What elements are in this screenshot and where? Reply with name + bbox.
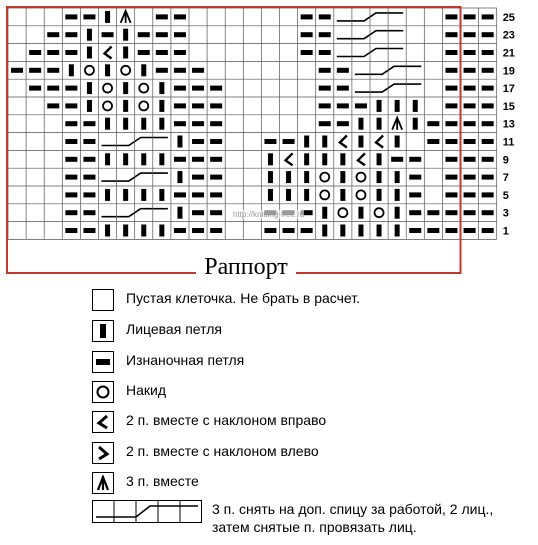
knit-stitch-mark [377,225,382,237]
knit-stitch-mark [395,207,400,219]
purl-stitch-mark [47,103,59,108]
purl-stitch-mark [482,210,494,215]
empty-cell-icon [92,289,114,311]
knit-stitch-mark [322,153,327,165]
legend-text-yarn-over: Накид [126,382,167,398]
knit-stitch-mark [159,100,164,112]
knit-stitch-mark [123,225,128,237]
purl-stitch-mark [83,210,95,215]
purl-stitch-mark [210,228,222,233]
knit-stitch-mark [159,189,164,201]
knit-stitch-mark [123,118,128,130]
knit-stitch-mark [177,171,182,183]
purl-stitch-mark [464,32,476,37]
knit-stitch-mark [105,11,110,23]
legend-text-cable: 3 п. снять на доп. спицу за работой, 2 лиц., затем снятые п. провязать лиц. [212,501,494,535]
knit-stitch-mark [141,64,146,76]
purl-stitch-mark [427,121,439,126]
purl-stitch-mark [337,103,349,108]
k2tog-left-icon [92,442,114,464]
knit-stitch-mark [123,153,128,165]
purl-stitch-mark [301,50,313,55]
purl-stitch-mark [65,86,77,91]
purl-stitch-mark [138,32,150,37]
row-number-label: 17 [502,83,515,96]
purl-stitch-mark [482,228,494,233]
purl-stitch-mark [319,86,331,91]
knit-stitch-mark [141,225,146,237]
purl-stitch-mark [102,32,114,37]
purl-stitch-mark [47,32,59,37]
purl-stitch-mark [445,139,457,144]
knit-stitch-mark [268,153,273,165]
purl-stitch-mark [264,228,276,233]
row-number-label: 3 [502,207,509,220]
knit-stitch-mark [123,100,128,112]
purl-stitch-mark [174,14,186,19]
purl-stitch-mark [427,139,439,144]
purl-stitch-mark [301,228,313,233]
knit-stitch-mark [304,136,309,148]
purl-stitch-mark [409,228,421,233]
purl-stitch-mark [156,14,168,19]
row-number-label: 9 [502,154,509,167]
purl-stitch-mark [337,86,349,91]
legend-item-k3tog [92,472,199,494]
legend-item-knit [92,320,222,342]
purl-stitch-mark [174,228,186,233]
purl-stitch-mark [427,210,439,215]
purl-stitch-mark [409,175,421,180]
purl-stitch-mark [355,103,367,108]
purl-stitch-mark [445,157,457,162]
purl-stitch-mark [445,121,457,126]
knit-stitch-mark [395,225,400,237]
knit-stitch-mark [177,207,182,219]
purl-stitch-mark [482,32,494,37]
knit-stitch-icon [92,320,114,342]
purl-stitch-mark [482,50,494,55]
knit-stitch-mark [159,153,164,165]
purl-stitch-mark [482,68,494,73]
purl-stitch-mark [210,103,222,108]
yarn-over-icon [92,381,114,403]
legend-text-knit: Лицевая петля [126,321,222,337]
purl-stitch-mark [65,157,77,162]
chart-background [8,8,497,239]
knit-stitch-mark [87,82,92,94]
knit-stitch-mark [286,171,291,183]
purl-stitch-mark [445,175,457,180]
legend-item-k2tog-right [92,411,326,433]
knit-stitch-mark [123,47,128,59]
knit-stitch-mark [177,136,182,148]
knit-stitch-mark [105,118,110,130]
purl-stitch-mark [210,121,222,126]
purl-stitch-mark [65,139,77,144]
knit-stitch-mark [87,47,92,59]
purl-stitch-mark [83,175,95,180]
k2tog-right-icon [92,411,114,433]
row-number-label: 21 [502,47,515,60]
legend-text-k2tog-right: 2 п. вместе с наклоном вправо [126,412,327,428]
purl-stitch-mark [210,175,222,180]
knit-stitch-mark [358,207,363,219]
knit-stitch-mark [286,189,291,201]
purl-stitch-mark [445,192,457,197]
knit-stitch-mark [358,118,363,130]
purl-stitch-mark [301,32,313,37]
row-number-label: 1 [502,225,509,238]
purl-stitch-mark [174,68,186,73]
knit-stitch-mark [141,153,146,165]
knit-stitch-mark [395,171,400,183]
knit-stitch-mark [377,171,382,183]
purl-stitch-mark [283,139,295,144]
purl-stitch-mark [337,121,349,126]
knit-stitch-mark [395,100,400,112]
cable-symbol-icon [92,500,202,529]
purl-stitch-mark [283,228,295,233]
knit-stitch-mark [377,153,382,165]
purl-stitch-mark [264,139,276,144]
purl-stitch-mark [192,68,204,73]
purl-stitch-mark [409,210,421,215]
knit-stitch-mark [141,118,146,130]
purl-stitch-mark [192,86,204,91]
purl-stitch-mark [11,68,23,73]
purl-stitch-mark [65,50,77,55]
purl-stitch-mark [445,50,457,55]
knit-stitch-mark [304,153,309,165]
knit-stitch-mark [105,189,110,201]
row-number-label: 7 [502,172,509,185]
purl-stitch-mark [482,192,494,197]
purl-stitch-mark [464,14,476,19]
row-number-label: 25 [502,11,515,24]
purl-stitch-mark [83,157,95,162]
knit-stitch-mark [105,64,110,76]
purl-stitch-mark [174,103,186,108]
purl-stitch-mark [464,50,476,55]
knit-stitch-mark [413,118,418,130]
purl-stitch-mark [83,14,95,19]
knit-stitch-mark [340,189,345,201]
purl-stitch-mark [319,103,331,108]
purl-stitch-mark [29,68,41,73]
knit-stitch-mark [123,189,128,201]
knit-stitch-mark [141,189,146,201]
purl-stitch-mark [65,14,77,19]
knit-stitch-mark [322,225,327,237]
purl-stitch-mark [83,121,95,126]
purl-stitch-mark [192,103,204,108]
purl-stitch-mark [83,228,95,233]
purl-stitch-mark [482,175,494,180]
purl-stitch-mark [174,157,186,162]
legend-text-empty: Пустая клеточка. Не брать в расчет. [126,290,360,306]
purl-stitch-mark [210,86,222,91]
knit-stitch-mark [159,225,164,237]
purl-stitch-mark [464,175,476,180]
purl-stitch-mark [482,103,494,108]
purl-stitch-mark [319,32,331,37]
purl-stitch-mark [482,86,494,91]
knit-stitch-mark [395,189,400,201]
purl-stitch-mark [482,14,494,19]
purl-stitch-mark [29,50,41,55]
purl-stitch-mark [427,228,439,233]
purl-stitch-mark [174,86,186,91]
purl-stitch-mark [65,228,77,233]
purl-stitch-mark [445,32,457,37]
purl-stitch-mark [464,210,476,215]
purl-stitch-mark [138,50,150,55]
legend-item-k2tog-left [92,442,319,464]
legend-text-purl: Изнаночная петля [126,352,245,368]
legend-text-k3tog: 3 п. вместе [126,473,199,489]
knit-stitch-mark [87,29,92,41]
purl-stitch-mark [464,86,476,91]
row-number-label: 19 [502,65,515,78]
purl-stitch-mark [192,228,204,233]
purl-stitch-mark [464,139,476,144]
knit-stitch-mark [340,153,345,165]
purl-stitch-mark [337,68,349,73]
knit-stitch-mark [105,225,110,237]
knit-stitch-mark [395,136,400,148]
purl-stitch-mark [192,121,204,126]
purl-stitch-mark [47,50,59,55]
purl-stitch-mark [210,139,222,144]
purl-stitch-mark [409,157,421,162]
knit-stitch-mark [268,171,273,183]
knit-stitch-mark [304,189,309,201]
knit-stitch-mark [358,136,363,148]
knit-stitch-mark [340,171,345,183]
purl-stitch-mark [47,86,59,91]
purl-stitch-mark [301,14,313,19]
legend-item-yarn-over [92,381,166,403]
purl-stitch-mark [464,157,476,162]
purl-stitch-mark [464,68,476,73]
purl-stitch-mark [192,175,204,180]
knit-stitch-mark [268,189,273,201]
row-number-label: 15 [502,100,515,113]
knit-stitch-mark [105,153,110,165]
purl-stitch-mark [156,68,168,73]
purl-stitch-mark [464,228,476,233]
knit-stitch-mark [123,29,128,41]
purl-stitch-mark [192,210,204,215]
purl-stitch-mark [65,32,77,37]
rapport-label: Раппорт [196,253,296,281]
knit-stitch-mark [377,189,382,201]
purl-stitch-mark [210,210,222,215]
purl-stitch-mark [319,50,331,55]
purl-stitch-mark [65,103,77,108]
purl-stitch-mark [47,68,59,73]
purl-stitch-mark [482,121,494,126]
purl-stitch-mark [319,68,331,73]
purl-stitch-mark [445,14,457,19]
purl-stitch-mark [445,86,457,91]
purl-stitch-mark [445,103,457,108]
purl-stitch-mark [445,68,457,73]
purl-stitch-mark [174,32,186,37]
watermark-text: http://knitting-free.ru [233,210,305,219]
purl-stitch-mark [83,139,95,144]
purl-stitch-mark [65,175,77,180]
knit-stitch-mark [340,225,345,237]
purl-stitch-mark [482,157,494,162]
legend-item-purl [92,351,244,373]
knit-stitch-mark [123,82,128,94]
purl-stitch-mark [319,121,331,126]
purl-stitch-mark [29,86,41,91]
legend-item-empty [92,289,360,311]
row-number-label: 5 [502,189,509,202]
row-number-label: 13 [502,118,515,131]
knit-stitch-mark [377,118,382,130]
purl-stitch-mark [65,121,77,126]
purl-stitch-mark [174,192,186,197]
row-number-label: 23 [502,29,515,42]
purl-stitch-mark [65,210,77,215]
purl-stitch-mark [445,228,457,233]
knit-stitch-mark [377,100,382,112]
purl-stitch-mark [83,192,95,197]
knit-stitch-mark [322,207,327,219]
purl-stitch-mark [65,192,77,197]
purl-stitch-mark [192,139,204,144]
row-number-label: 11 [502,136,515,149]
purl-stitch-mark [319,14,331,19]
purl-stitch-mark [156,32,168,37]
knit-stitch-mark [413,100,418,112]
knit-stitch-mark [358,225,363,237]
purl-stitch-mark [391,157,403,162]
knit-stitch-mark [87,100,92,112]
purl-stitch-mark [464,121,476,126]
k3tog-icon [92,472,114,494]
knit-stitch-mark [159,82,164,94]
purl-stitch-mark [210,157,222,162]
purl-stitch-mark [409,192,421,197]
purl-stitch-mark [192,192,204,197]
knit-stitch-mark [322,136,327,148]
purl-stitch-mark [192,157,204,162]
purl-stitch-mark [464,103,476,108]
purl-stitch-icon [92,351,114,373]
purl-stitch-mark [210,192,222,197]
legend-text-k2tog-left: 2 п. вместе с наклоном влево [126,443,319,459]
purl-stitch-mark [156,50,168,55]
purl-stitch-mark [445,210,457,215]
purl-stitch-mark [482,139,494,144]
purl-stitch-mark [174,50,186,55]
knit-stitch-mark [304,171,309,183]
knit-stitch-mark [69,64,74,76]
knit-stitch-mark [159,118,164,130]
purl-stitch-mark [464,192,476,197]
purl-stitch-mark [174,121,186,126]
